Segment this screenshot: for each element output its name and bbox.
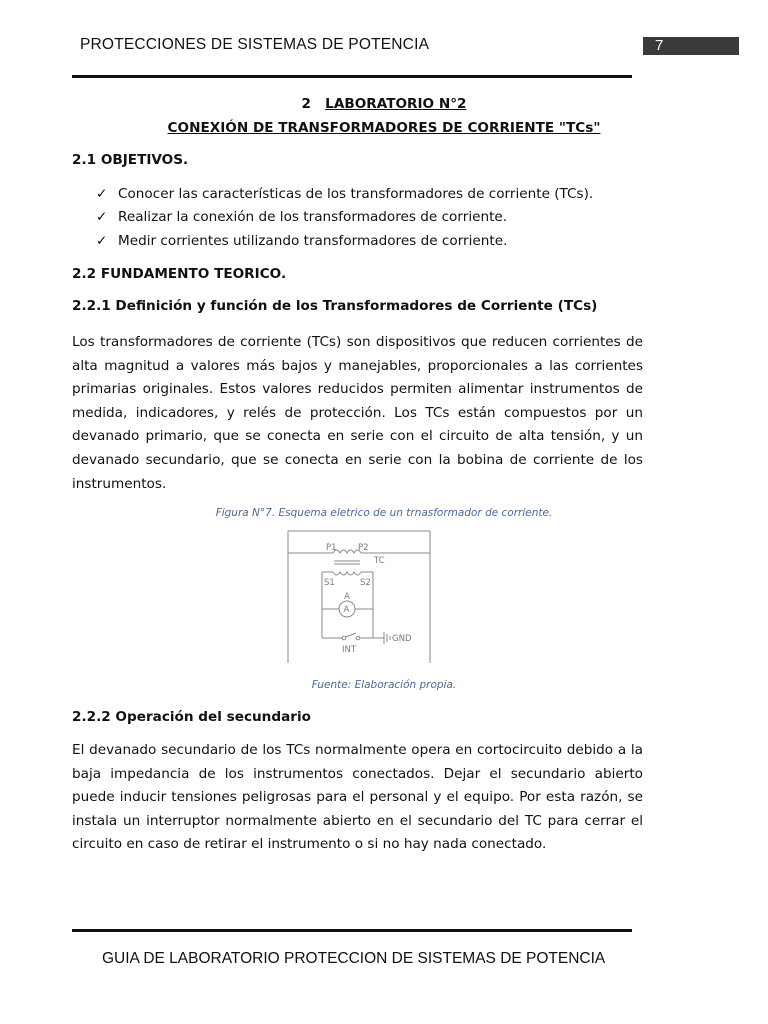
label-s2: S2 [360, 578, 371, 588]
section-2-2-heading: 2.2 FUNDAMENTO TEORICO. [72, 266, 287, 282]
footer-title: GUIA DE LABORATORIO PROTECCION DE SISTEMAS DE POTENCIA [102, 950, 606, 967]
check-icon: ✓ [96, 233, 108, 249]
lab-subtitle-line [0, 120, 768, 136]
section-2-2-2-paragraph: El devanado secundario de los TCs normalmente opera en cortocircuito debido a la baja impedancia de los instrumentos conectados. Dejar el secundario abierto puede inducir tensiones peligrosas para el personal y el equipo. Por esta razón, se instala un interruptor normalmente abierto en el secundario del TC para cerrar el circuito en caso de retirar el instrumento o si no hay nada conectado. [72, 742, 643, 853]
label-a-top: A [344, 592, 350, 602]
section-2-2-2-heading: 2.2.2 Operación del secundario [72, 709, 311, 725]
objective-text: Conocer las características de los transformadores de corriente (TCs). [118, 186, 594, 202]
header-rule [72, 75, 632, 78]
figure-caption: Figura N°7. Esquema eletrico de un trnasformador de corriente. [215, 507, 553, 519]
check-icon: ✓ [96, 186, 108, 202]
ct-schematic-figure [286, 529, 432, 665]
objective-text: Realizar la conexión de los transformadores de corriente. [118, 209, 508, 225]
header-title: PROTECCIONES DE SISTEMAS DE POTENCIA [80, 36, 430, 53]
label-s1: S1 [324, 578, 335, 588]
label-int: INT [342, 645, 357, 655]
switch-contact-right [356, 636, 360, 640]
label-gnd: GND [392, 634, 412, 644]
switch-blade [346, 633, 356, 637]
label-p2: P2 [358, 543, 369, 553]
objective-item [96, 186, 593, 202]
section-2-2-1-paragraph: Los transformadores de corriente (TCs) son dispositivos que reducen corrientes de alta magnitud a valores más bajos y manejables, proporcionales a las corrientes primarias originales. Estos valores reducidos permiten alimentar instrumentos de medida, indicadores, y relés de protección. Los TCs están compuestos por un devanado primario, que se conecta en serie con el circuito de alta tensión, y un devanado secundario, que se conecta en serie con la bobina de corriente de los instrumentos. [72, 334, 643, 492]
lab-title-line [0, 96, 768, 112]
footer-rule [72, 929, 632, 932]
objective-text: Medir corrientes utilizando transformadores de corriente. [118, 233, 508, 249]
check-icon: ✓ [96, 209, 108, 225]
lab-subtitle: CONEXIÓN DE TRANSFORMADORES DE CORRIENTE "TCs" [167, 120, 601, 136]
section-2-1-heading: 2.1 OBJETIVOS. [72, 152, 189, 168]
objective-item [96, 233, 507, 249]
objective-item [96, 209, 507, 225]
primary-winding [333, 550, 361, 553]
section-2-2-1-heading: 2.2.1 Definición y función de los Transformadores de Corriente (TCs) [72, 298, 598, 314]
lab-title: LABORATORIO N°2 [325, 96, 467, 112]
switch-contact-left [342, 636, 346, 640]
secondary-winding [333, 572, 361, 575]
page-number-badge: 7 [643, 37, 739, 55]
label-a-meter: A [343, 605, 350, 615]
lab-number: 2 [301, 96, 311, 112]
label-tc: TC [374, 556, 385, 566]
label-p1: P1 [326, 543, 337, 553]
figure-source: Fuente: Elaboración propia. [311, 679, 457, 691]
